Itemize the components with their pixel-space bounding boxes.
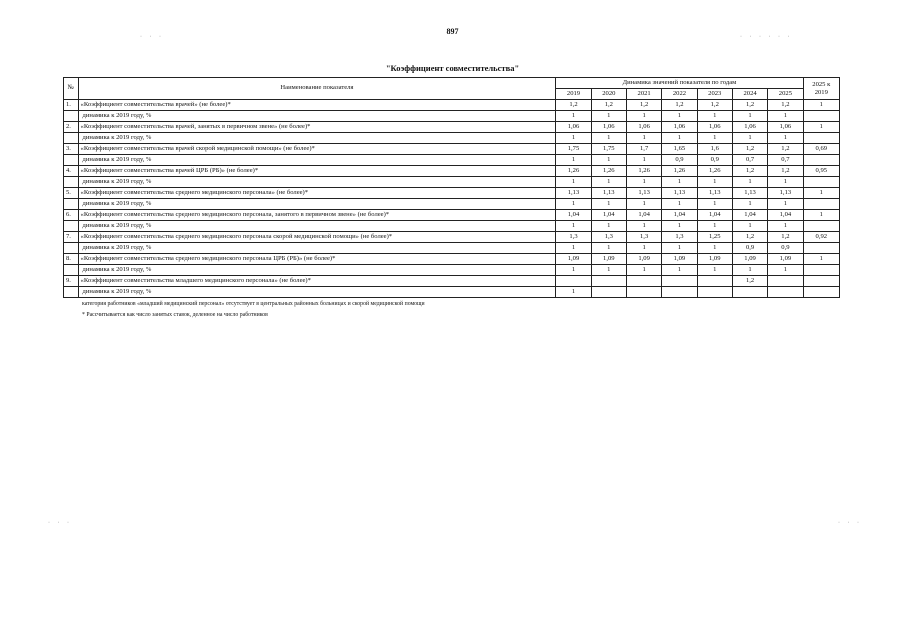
year-value-cell: 1: [732, 221, 767, 232]
scan-artifact: · · · · · ·: [740, 34, 793, 40]
year-value-cell: 1: [591, 133, 626, 144]
ratio-2025-to-2019-cell: [803, 111, 839, 122]
year-value-cell: 1,09: [732, 254, 767, 265]
year-value-cell: [591, 287, 626, 298]
table-body: [64, 100, 840, 298]
indicator-row: [64, 144, 840, 155]
ratio-2025-to-2019-cell: 1: [803, 188, 839, 199]
year-value-cell: 1,06: [591, 122, 626, 133]
row-number: [64, 155, 79, 166]
year-value-cell: 1: [591, 111, 626, 122]
year-value-cell: [697, 276, 732, 287]
year-value-cell: 1,06: [768, 122, 803, 133]
year-value-cell: 1,06: [626, 122, 661, 133]
year-value-cell: [732, 287, 767, 298]
indicator-row: [64, 254, 840, 265]
year-value-cell: 1,09: [697, 254, 732, 265]
year-value-cell: 1: [732, 133, 767, 144]
indicator-row: [64, 276, 840, 287]
year-value-cell: 1: [697, 133, 732, 144]
year-value-cell: 1,04: [768, 210, 803, 221]
year-value-cell: 1,2: [732, 166, 767, 177]
header-number: №: [64, 78, 79, 100]
dynamics-row: [64, 177, 840, 188]
year-value-cell: 1,3: [626, 232, 661, 243]
year-value-cell: 1: [662, 265, 697, 276]
footnote-calculation: * Рассчитывается как число занятых ставок, деленное на число работников: [82, 312, 268, 318]
year-value-cell: 1: [556, 199, 591, 210]
indicator-row: [64, 210, 840, 221]
year-value-cell: 1: [662, 111, 697, 122]
page-number: 897: [446, 27, 459, 36]
dynamics-row: [64, 221, 840, 232]
year-value-cell: 1: [591, 155, 626, 166]
year-value-cell: 1,09: [591, 254, 626, 265]
year-value-cell: 1: [626, 155, 661, 166]
header-year: 2023: [697, 89, 732, 100]
ratio-2025-to-2019-cell: 0,95: [803, 166, 839, 177]
year-value-cell: 1,04: [556, 210, 591, 221]
year-value-cell: 1,13: [662, 188, 697, 199]
ratio-2025-to-2019-cell: 0,69: [803, 144, 839, 155]
year-value-cell: 1,2: [626, 100, 661, 111]
year-value-cell: 1: [591, 221, 626, 232]
ratio-2025-to-2019-cell: 1: [803, 210, 839, 221]
year-value-cell: 1: [626, 243, 661, 254]
row-number: 6.: [64, 210, 79, 221]
year-value-cell: 1,09: [556, 254, 591, 265]
dynamics-row: [64, 133, 840, 144]
row-number: 3.: [64, 144, 79, 155]
footnote-staff-category: категория работников «младший медицинский персонал» отсутствует в центральных районных больницах и скорой медицинской помощи: [82, 301, 425, 307]
indicator-name: «Коэффициент совместительства врачей скорой медицинской помощи» (не более)*: [78, 144, 556, 155]
year-value-cell: 1: [556, 155, 591, 166]
ratio-2025-to-2019-cell: [803, 155, 839, 166]
year-value-cell: 1: [626, 199, 661, 210]
year-value-cell: 1,09: [626, 254, 661, 265]
year-value-cell: 1: [697, 199, 732, 210]
year-value-cell: 1: [662, 243, 697, 254]
year-value-cell: 1: [556, 265, 591, 276]
header-year: 2019: [556, 89, 591, 100]
indicator-name: динамика к 2019 году, %: [78, 287, 556, 298]
year-value-cell: 1,2: [662, 100, 697, 111]
row-number: [64, 221, 79, 232]
indicator-name: динамика к 2019 году, %: [78, 133, 556, 144]
year-value-cell: 1,3: [556, 232, 591, 243]
year-value-cell: 1,13: [626, 188, 661, 199]
year-value-cell: 1,26: [626, 166, 661, 177]
row-number: 7.: [64, 232, 79, 243]
row-number: 4.: [64, 166, 79, 177]
ratio-2025-to-2019-cell: [803, 243, 839, 254]
indicator-row: [64, 188, 840, 199]
year-value-cell: 1: [556, 221, 591, 232]
indicator-name: динамика к 2019 году, %: [78, 243, 556, 254]
year-value-cell: 1: [556, 111, 591, 122]
ratio-2025-to-2019-cell: 1: [803, 122, 839, 133]
year-value-cell: 1,26: [697, 166, 732, 177]
year-value-cell: 1,04: [697, 210, 732, 221]
year-value-cell: 1,75: [591, 144, 626, 155]
indicator-name: «Коэффициент совместительства врачей, занятых в первичном звене» (не более)*: [78, 122, 556, 133]
header-dynamics: Динамика значений показателя по годам: [556, 78, 803, 89]
row-number: [64, 265, 79, 276]
year-value-cell: 1: [768, 133, 803, 144]
indicator-name: динамика к 2019 году, %: [78, 177, 556, 188]
year-value-cell: 1: [591, 177, 626, 188]
indicator-row: [64, 166, 840, 177]
year-value-cell: 0,7: [732, 155, 767, 166]
scan-artifact: · · ·: [140, 34, 164, 40]
row-number: [64, 133, 79, 144]
dynamics-row: [64, 199, 840, 210]
year-value-cell: 1,06: [556, 122, 591, 133]
ratio-2025-to-2019-cell: [803, 287, 839, 298]
year-value-cell: 1: [662, 199, 697, 210]
scan-artifact: · · ·: [48, 520, 72, 526]
year-value-cell: 1: [626, 133, 661, 144]
year-value-cell: [768, 287, 803, 298]
year-value-cell: 1,09: [768, 254, 803, 265]
year-value-cell: 0,9: [697, 155, 732, 166]
header-2025-vs-2019: 2025 к 2019: [803, 78, 839, 100]
row-number: [64, 243, 79, 254]
year-value-cell: 1: [768, 177, 803, 188]
year-value-cell: 1: [556, 287, 591, 298]
ratio-2025-to-2019-cell: 0,92: [803, 232, 839, 243]
ratio-2025-to-2019-cell: [803, 276, 839, 287]
year-value-cell: 0,7: [768, 155, 803, 166]
year-value-cell: [626, 276, 661, 287]
year-value-cell: 1,2: [768, 232, 803, 243]
year-value-cell: 0,9: [662, 155, 697, 166]
header-year: 2025: [768, 89, 803, 100]
row-number: [64, 287, 79, 298]
header-year: 2024: [732, 89, 767, 100]
year-value-cell: 1,2: [732, 276, 767, 287]
indicator-name: «Коэффициент совместительства младшего медицинского персонала» (не более)*: [78, 276, 556, 287]
year-value-cell: 1: [626, 177, 661, 188]
indicator-name: динамика к 2019 году, %: [78, 265, 556, 276]
ratio-2025-to-2019-cell: [803, 133, 839, 144]
year-value-cell: 1,13: [556, 188, 591, 199]
indicator-name: «Коэффициент совместительства среднего медицинского персонала скорой медицинской помощи» (не более)*: [78, 232, 556, 243]
scan-artifact: · · ·: [838, 520, 862, 526]
dynamics-row: [64, 287, 840, 298]
year-value-cell: 1: [591, 199, 626, 210]
year-value-cell: 1,2: [768, 100, 803, 111]
ratio-2025-to-2019-cell: [803, 177, 839, 188]
year-value-cell: 1,06: [662, 122, 697, 133]
year-value-cell: 1,13: [732, 188, 767, 199]
indicator-table: [63, 77, 840, 298]
indicator-name: динамика к 2019 году, %: [78, 221, 556, 232]
indicator-row: [64, 122, 840, 133]
year-value-cell: 1: [768, 111, 803, 122]
year-value-cell: 1,2: [556, 100, 591, 111]
year-value-cell: 1: [697, 265, 732, 276]
year-value-cell: 1: [732, 177, 767, 188]
year-value-cell: 1: [732, 265, 767, 276]
year-value-cell: 1: [626, 265, 661, 276]
indicator-name: «Коэффициент совместительства врачей ЦРБ (РБ)» (не более)*: [78, 166, 556, 177]
dynamics-row: [64, 155, 840, 166]
row-number: 2.: [64, 122, 79, 133]
ratio-2025-to-2019-cell: [803, 199, 839, 210]
year-value-cell: [768, 276, 803, 287]
row-number: 8.: [64, 254, 79, 265]
year-value-cell: 1,09: [662, 254, 697, 265]
ratio-2025-to-2019-cell: [803, 221, 839, 232]
row-number: 9.: [64, 276, 79, 287]
year-value-cell: 1,13: [697, 188, 732, 199]
year-value-cell: 1,25: [697, 232, 732, 243]
year-value-cell: 1,2: [732, 144, 767, 155]
dynamics-row: [64, 111, 840, 122]
year-value-cell: [556, 276, 591, 287]
year-value-cell: 1: [626, 111, 661, 122]
year-value-cell: 1,2: [768, 144, 803, 155]
year-value-cell: 1: [697, 177, 732, 188]
year-value-cell: 1: [556, 177, 591, 188]
indicator-row: [64, 232, 840, 243]
ratio-2025-to-2019-cell: 1: [803, 100, 839, 111]
year-value-cell: [697, 287, 732, 298]
indicator-name: динамика к 2019 году, %: [78, 199, 556, 210]
document-title: "Коэффициент совместительства": [385, 63, 520, 73]
indicator-name: динамика к 2019 году, %: [78, 111, 556, 122]
indicator-name: «Коэффициент совместительства врачей» (не более)*: [78, 100, 556, 111]
year-value-cell: 1: [697, 243, 732, 254]
header-year: 2021: [626, 89, 661, 100]
year-value-cell: 1: [591, 265, 626, 276]
year-value-cell: 1,26: [556, 166, 591, 177]
year-value-cell: 1: [697, 221, 732, 232]
year-value-cell: 1,65: [662, 144, 697, 155]
year-value-cell: 1: [662, 133, 697, 144]
year-value-cell: 1,13: [768, 188, 803, 199]
year-value-cell: 1,2: [591, 100, 626, 111]
ratio-2025-to-2019-cell: [803, 265, 839, 276]
year-value-cell: 1,06: [732, 122, 767, 133]
year-value-cell: 1,2: [732, 100, 767, 111]
year-value-cell: 1,26: [591, 166, 626, 177]
year-value-cell: 1: [732, 199, 767, 210]
dynamics-row: [64, 265, 840, 276]
ratio-2025-to-2019-cell: 1: [803, 254, 839, 265]
year-value-cell: [591, 276, 626, 287]
header-year: 2020: [591, 89, 626, 100]
year-value-cell: 1: [662, 177, 697, 188]
year-value-cell: 1,26: [662, 166, 697, 177]
year-value-cell: 1,2: [732, 232, 767, 243]
year-value-cell: 1: [768, 265, 803, 276]
year-value-cell: 1,2: [768, 166, 803, 177]
year-value-cell: 1,6: [697, 144, 732, 155]
row-number: [64, 199, 79, 210]
header-indicator-name: Наименование показателя: [78, 78, 556, 100]
year-value-cell: 1: [768, 199, 803, 210]
indicator-name: «Коэффициент совместительства среднего медицинского персонала» (не более)*: [78, 188, 556, 199]
year-value-cell: 1: [626, 221, 661, 232]
indicator-row: [64, 100, 840, 111]
year-value-cell: 1,04: [732, 210, 767, 221]
year-value-cell: 1,3: [591, 232, 626, 243]
row-number: 5.: [64, 188, 79, 199]
year-value-cell: 0,9: [732, 243, 767, 254]
year-value-cell: 1,13: [591, 188, 626, 199]
year-value-cell: 0,9: [768, 243, 803, 254]
year-value-cell: 1: [556, 243, 591, 254]
indicator-name: динамика к 2019 году, %: [78, 155, 556, 166]
row-number: [64, 177, 79, 188]
indicator-name: «Коэффициент совместительства среднего медицинского персонала, занятого в первичном звене» (не более)*: [78, 210, 556, 221]
year-value-cell: [626, 287, 661, 298]
row-number: 1.: [64, 100, 79, 111]
year-value-cell: 1,7: [626, 144, 661, 155]
row-number: [64, 111, 79, 122]
year-value-cell: [662, 287, 697, 298]
year-value-cell: 1: [768, 221, 803, 232]
indicator-name: «Коэффициент совместительства среднего медицинского персонала ЦРБ (РБ)» (не более)*: [78, 254, 556, 265]
year-value-cell: 1,3: [662, 232, 697, 243]
year-value-cell: 1,06: [697, 122, 732, 133]
year-value-cell: 1,04: [591, 210, 626, 221]
year-value-cell: 1,2: [697, 100, 732, 111]
year-value-cell: 1: [697, 111, 732, 122]
year-value-cell: 1: [662, 221, 697, 232]
year-value-cell: 1,75: [556, 144, 591, 155]
year-value-cell: 1,04: [626, 210, 661, 221]
header-year: 2022: [662, 89, 697, 100]
year-value-cell: 1: [591, 243, 626, 254]
year-value-cell: 1: [556, 133, 591, 144]
year-value-cell: 1,04: [662, 210, 697, 221]
year-value-cell: [662, 276, 697, 287]
dynamics-row: [64, 243, 840, 254]
year-value-cell: 1: [732, 111, 767, 122]
